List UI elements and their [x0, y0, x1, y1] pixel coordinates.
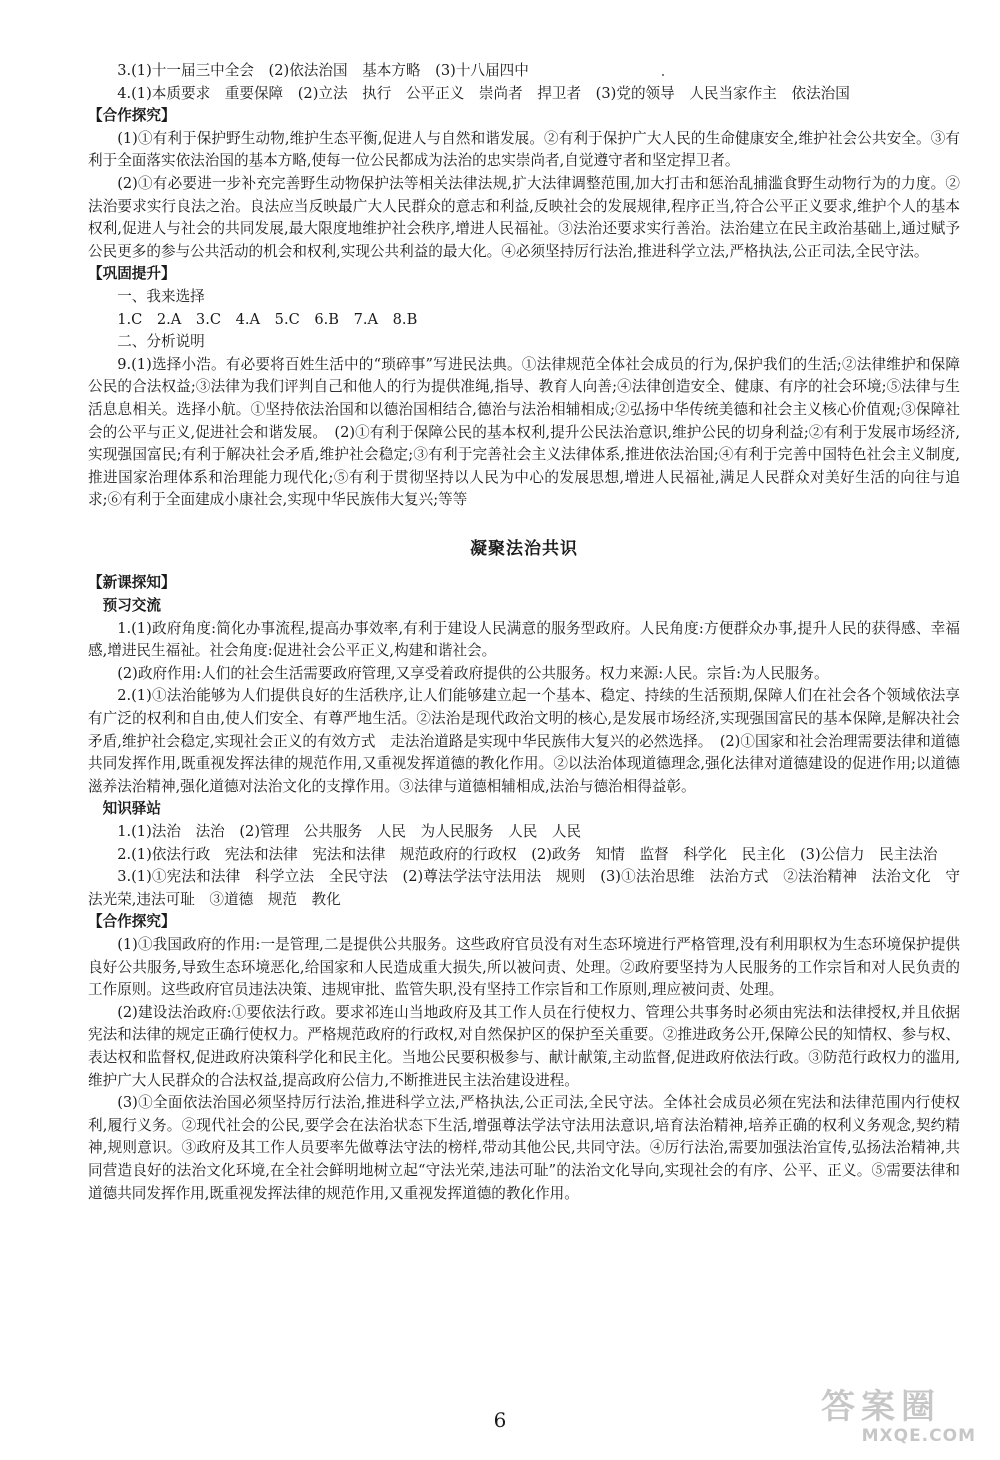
answer-3: 3.(1)十一届三中全会 (2)依法治国 基本方略 (3)十八届四中 [117, 62, 529, 79]
choice-title: 一、我来选择 [117, 287, 205, 305]
coop-answer-1: (1)①有利于保护野生动物,维护生态平衡,促进人与自然和谐发展。②有利于保护广大人民的生命健康安全,维护社会公共安全。③有利于全面落实依法治国的基本方略,使每一位公民都成为法治的忠实崇尚者,自觉遵守者和坚定捍卫者。 [88, 129, 960, 170]
new-lesson-header: 【新课探知】 [88, 574, 176, 592]
page-number: 6 [493, 1408, 507, 1432]
watermark-url: MXQE.COM [861, 1426, 976, 1446]
coop-header-2: 【合作探究】 [88, 913, 176, 931]
preview-3: 2.(1)①法治能够为人们提供良好的生活秩序,让人们能够建立起一个基本、稳定、持续的生活预期,保障人们在社会各个领域依法享有广泛的权利和自由,使人们安全、有尊严地生活。②法治是现代政治文明的核心,是发展市场经济,实现强国富民的基本保障,是解决社会矛盾,维护社会稳定,实现社会正义的有效方式 走法治道路是实现中华民族伟大复兴的必然选择。 (2)①国家和社会治理需要法律和道德共同发挥作用,既重视发挥法律的规范作用,又重视发挥道德的教化作用。②以法治体现道德理念,强化法律对道德建设的促进作用;以道德滋养法治精神,强化道德对法治文化的支撑作用。③法律与道德相辅相成,法治与德治相得益彰。 [88, 687, 960, 795]
knowledge-1: 1.(1)法治 法治 (2)管理 公共服务 人民 为人民服务 人民 人民 [117, 823, 582, 840]
answer-4: 4.(1)本质要求 重要保障 (2)立法 执行 公平正义 崇尚者 捍卫者 (3)党的领导 人民当家作主 依法治国 [117, 84, 850, 102]
coop2-answer-2: (2)建设法治政府:①要依法行政。要求祁连山当地政府及其工作人员在行使权力、管理公共事务时必须由宪法和法律授权,并且依据宪法和法律的规定正确行使权力。严格规范政府的行政权,对自然保护区的保护至关重要。②推进政务公开,保障公民的知情权、参与权、表达权和监督权,促进政府决策科学化和民主化。当地公民要积极参与、献计献策,主动监督,促进政府依法行政。③防范行政权力的滥用,维护广大人民群众的合法权益,提高政府公信力,不断推进民主法治建设进程。 [88, 1003, 960, 1089]
watermark-logo [786, 1388, 976, 1452]
watermark-text: 答案圈 [821, 1387, 941, 1427]
knowledge-3: 3.(1)①宪法和法律 科学立法 全民守法 (2)尊法学法守法用法 规则 (3)①法治思维 法治方式 ②法治精神 法治文化 守法光荣,违法可耻 ③道德 规范 教化 [88, 868, 960, 908]
section-title: 凝聚法治共识 [470, 538, 578, 559]
knowledge-2: 2.(1)依法行政 宪法和法律 宪法和法律 规范政府的行政权 (2)政务 知情 监督 科学化 民主化 (3)公信力 民主法治 [117, 845, 938, 863]
preview-title: 预习交流 [102, 597, 161, 615]
coop-answer-2: (2)①有必要进一步补充完善野生动物保护法等相关法律法规,扩大法律调整范围,加大打击和惩治乱捕滥食野生动物行为的力度。②法治要求实行良法之治。良法应当反映最广大人民群众的意志和利益,反映社会的发展规律,程序正当,符合公平正义要求,维护个人的基本权利,促进人与社会的共同发展,最大限度地维护社会秩序,增进人民福祉。③法治还要求实行善治。法治建立在民主政治基础上,通过赋予公民更多的参与公共活动的机会和权利,实现公共利益的最大化。④必须坚持厉行法治,推进科学立法,严格执法,公正司法,全民守法。 [88, 174, 960, 260]
page-content [88, 60, 960, 1205]
coop2-answer-3: (3)①全面依法治国必须坚持厉行法治,推进科学立法,严格执法,公正司法,全民守法。全体社会成员必须在宪法和法律范围内行使权利,履行义务。②现代社会的公民,要学会在法治状态下生活,增强尊法学法守法用法意识,培育法治精神,培养正确的权利义务观念,契约精神,规则意识。③政府及其工作人员要率先做尊法守法的榜样,带动其他公民,共同守法。④厉行法治,需要加强法治宣传,弘扬法治精神,共同营造良好的法治文化环境,在全社会鲜明地树立起“守法光荣,违法可耻”的法治文化导向,实现社会的有序、公平、正义。⑤需要法律和道德共同发挥作用,既重视发挥法律的规范作用,又重视发挥道德的教化作用。 [88, 1094, 960, 1202]
answer-9: 9.(1)选择小浩。有必要将百姓生活中的“琐碎事”写进民法典。①法律规范全体社会成员的行为,保护我们的生活;②法律维护和保障公民的合法权益;③法律为我们评判自己和他人的行为提供准绳,指导、教育人向善;④法律创造安全、健康、有序的社会环境;⑤法律与生活息息相关。选择小航。①坚持依法治国和以德治国相结合,德治与法治相辅相成;②弘扬中华传统美德和社会主义核心价值观;③保障社会的公平与正义,促进社会和谐发展。 (2)①有利于保障公民的基本权利,提升公民法治意识,维护公民的切身利益;②有利于发展市场经济,实现强国富民;有利于解决社会矛盾,维护社会稳定;③有利于完善社会主义法律体系,推进依法治国;④有利于完善中国特色社会主义制度,推进国家治理体系和治理能力现代化;⑤有利于贯彻坚持以人民为中心的发展思想,增进人民福祉,满足人民群众对美好生活的向往与追求;⑥有利于全面建成小康社会,实现中华民族伟大复兴;等等 [88, 355, 960, 509]
knowledge-title: 知识驿站 [102, 800, 161, 818]
coop-header-1: 【合作探究】 [88, 107, 176, 125]
coop2-answer-1: (1)①我国政府的作用:一是管理,二是提供公共服务。这些政府官员没有对生态环境进行严格管理,没有利用职权为生态环境保护提供良好公共服务,导致生态环境恶化,给国家和人民造成重大损失,所以被问责、处理。②政府要坚持为人民服务的工作宗旨和对人民负责的工作原则。这些政府官员违法决策、违规审批、监管失职,没有坚持工作宗旨和工作原则,理应被问责、处理。 [88, 935, 960, 999]
choice-answers: 1.C 2.A 3.C 4.A 5.C 6.B 7.A 8.B [117, 310, 418, 328]
preview-2: (2)政府作用:人们的社会生活需要政府管理,又享受着政府提供的公共服务。权力来源:人民。宗旨:为人民服务。 [117, 664, 829, 682]
analysis-title: 二、分析说明 [117, 333, 205, 351]
consolidate-header: 【巩固提升】 [88, 265, 176, 283]
preview-1: 1.(1)政府角度:简化办事流程,提高办事效率,有利于建设人民满意的服务型政府。人民角度:方便群众办事,提升人民的获得感、幸福感,增进民生福祉。社会角度:促进社会公平正义,构建和谐社会。 [88, 619, 960, 660]
